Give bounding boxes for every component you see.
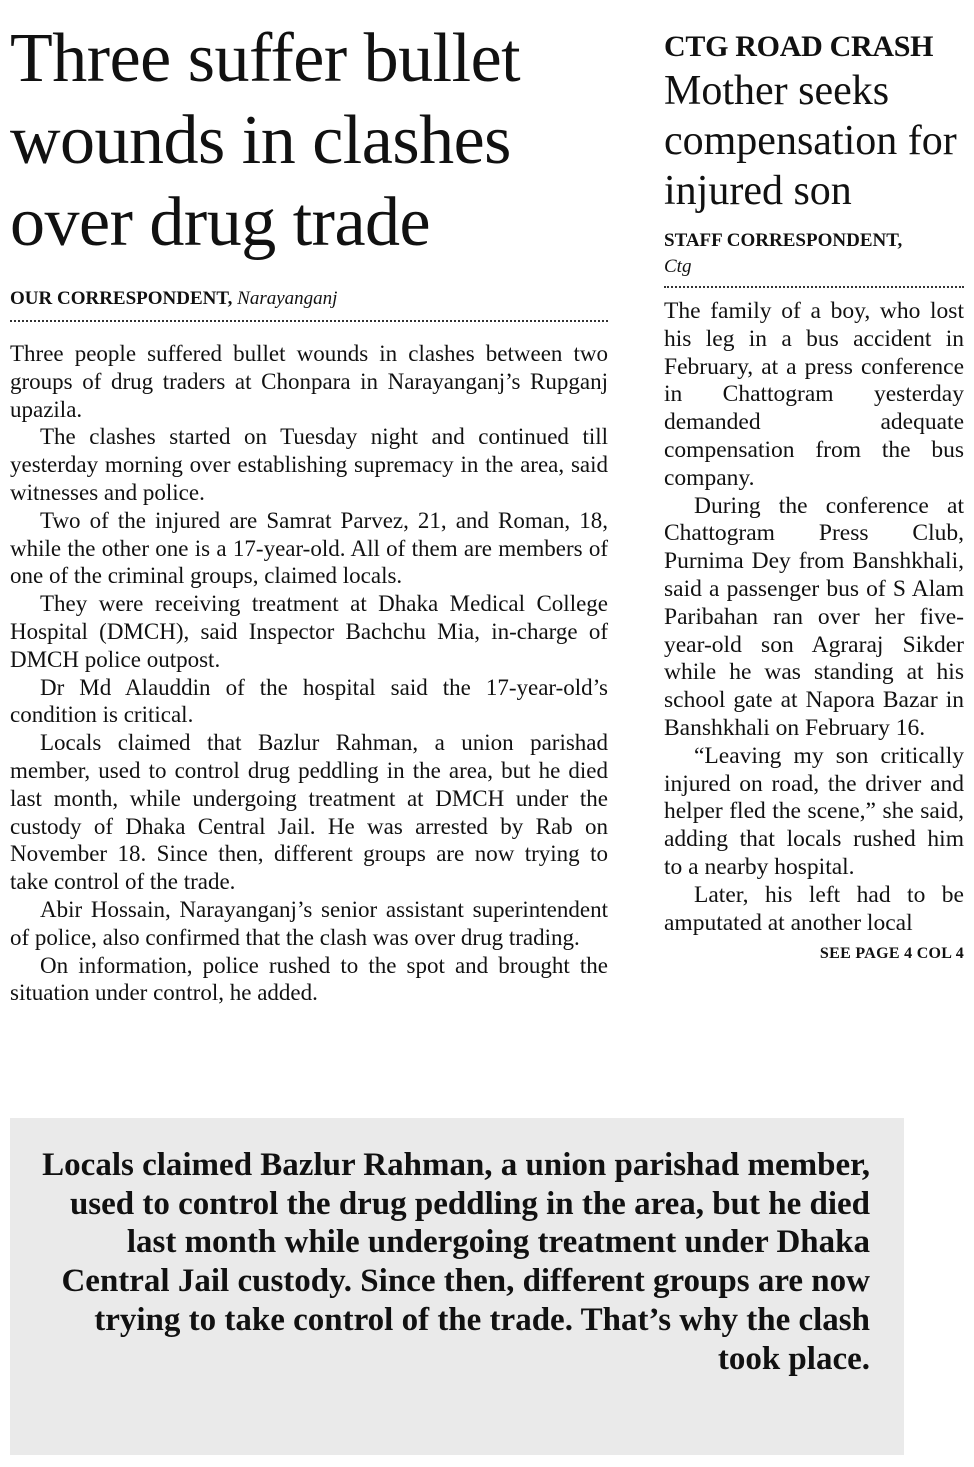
- pull-quote-text: Locals claimed Bazlur Rahman, a union parishad member, used to control the drug peddling in the area, but he died last month while undergoing treatment under Dhaka Central Jail custody. Since then, different groups are now trying to take control of the trade. That’s why the clash took place.: [42, 1147, 870, 1377]
- main-paragraph: Three people suffered bullet wounds in clashes between two groups of drug traders at Chonpara in Narayanganj’s Rupganj upazila.: [10, 341, 608, 422]
- pull-quote-box: [10, 1118, 904, 1455]
- main-byline-location: Narayanganj: [237, 288, 338, 309]
- side-byline: [664, 228, 964, 288]
- main-paragraph: Dr Md Alauddin of the hospital said the 17-year-old’s condition is critical.: [10, 674, 608, 728]
- main-byline-name: OUR CORRESPONDENT,: [10, 288, 233, 309]
- main-paragraph: Abir Hossain, Narayanganj’s senior assistant superintendent of police, also confirmed that the clash was over drug trading.: [10, 896, 608, 950]
- side-byline-location: Ctg: [664, 256, 692, 277]
- side-paragraph: Later, his left had to be amputated at another local: [664, 881, 964, 936]
- main-paragraph: Two of the injured are Samrat Parvez, 21, and Roman, 18, while the other one is a 17-year-old. All of them are members of one of the criminal groups, claimed locals.: [10, 507, 608, 589]
- side-story: [664, 30, 964, 963]
- side-paragraph: The family of a boy, who lost his leg in a bus accident in February, at a press conference in Chattogram yesterday demanded adequate compensation from the bus company.: [664, 298, 964, 491]
- side-paragraph: “Leaving my son critically injured on road, the driver and helper fled the scene,” she said, adding that locals rushed him to a nearby hospital.: [664, 742, 964, 880]
- side-paragraph: During the conference at Chattogram Press Club, Purnima Dey from Banshkhali, said a passenger bus of S Alam Paribahan ran over her five-year-old son Agraraj Sikder while he was standing at his school gate at Napora Bazar in Banshkhali on February 16.: [664, 492, 964, 741]
- main-byline: [10, 288, 608, 322]
- main-headline: Three suffer bullet wounds in clashes over drug trade: [10, 20, 521, 261]
- main-paragraph: Locals claimed that Bazlur Rahman, a union parishad member, used to control drug peddling in the area, but he died last month, while undergoing treatment at DMCH under the custody of Dhaka Central Jail. He was arrested by Rab on November 18. Since then, different groups are now trying to take control of the trade.: [10, 730, 608, 895]
- main-story: [10, 18, 608, 1007]
- jump-line: SEE PAGE 4 COL 4: [819, 945, 964, 963]
- side-byline-name: STAFF CORRESPONDENT,: [664, 230, 903, 251]
- main-paragraph: They were receiving treatment at Dhaka Medical College Hospital (DMCH), said Inspector Bachchu Mia, in-charge of DMCH police outpost.: [10, 591, 608, 672]
- side-headline: Mother seeks compensation for injured son: [664, 68, 957, 214]
- main-paragraph: On information, police rushed to the spot and brought the situation under control, he added.: [10, 952, 608, 1006]
- main-paragraph: The clashes started on Tuesday night and continued till yesterday morning over establishing supremacy in the area, said witnesses and police.: [10, 424, 608, 505]
- side-body: [664, 298, 964, 937]
- main-body: [10, 340, 608, 1007]
- side-kicker: CTG ROAD CRASH: [664, 30, 934, 63]
